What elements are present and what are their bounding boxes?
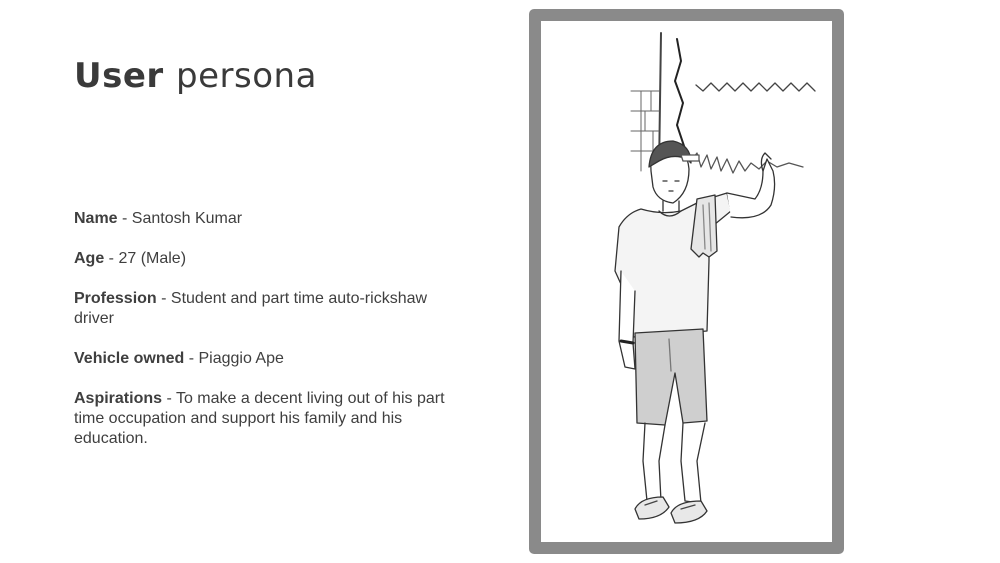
aspirations-value: To make a decent living out of his part time occupation and support his family and his education. [74, 390, 445, 447]
page-title [74, 56, 317, 96]
persona-details [74, 209, 454, 469]
profession-label: Profession [74, 290, 157, 307]
person-sketch-icon [541, 21, 832, 542]
age-value: 27 (Male) [118, 250, 187, 267]
vehicle-value: Piaggio Ape [198, 350, 284, 367]
aspirations-label: Aspirations [74, 390, 163, 407]
title-light: persona [176, 56, 317, 96]
persona-vehicle: Vehicle owned - Piaggio Ape [74, 350, 284, 367]
name-label: Name [74, 210, 118, 227]
age-label: Age [74, 250, 105, 267]
profession-value: Student and part time auto-rickshaw driver [74, 290, 428, 327]
title-bold: User [74, 56, 164, 96]
persona-aspirations: Aspirations - To make a decent living out of his part time occupation and support his family and his education. [74, 390, 445, 447]
name-value: Santosh Kumar [131, 210, 243, 227]
persona-age: Age - 27 (Male) [74, 250, 187, 267]
persona-name: Name - Santosh Kumar [74, 210, 243, 227]
vehicle-label: Vehicle owned [74, 350, 185, 367]
persona-profession: Profession - Student and part time auto-rickshaw driver [74, 290, 428, 327]
illustration-frame [529, 9, 844, 554]
illustration-canvas [541, 21, 832, 542]
